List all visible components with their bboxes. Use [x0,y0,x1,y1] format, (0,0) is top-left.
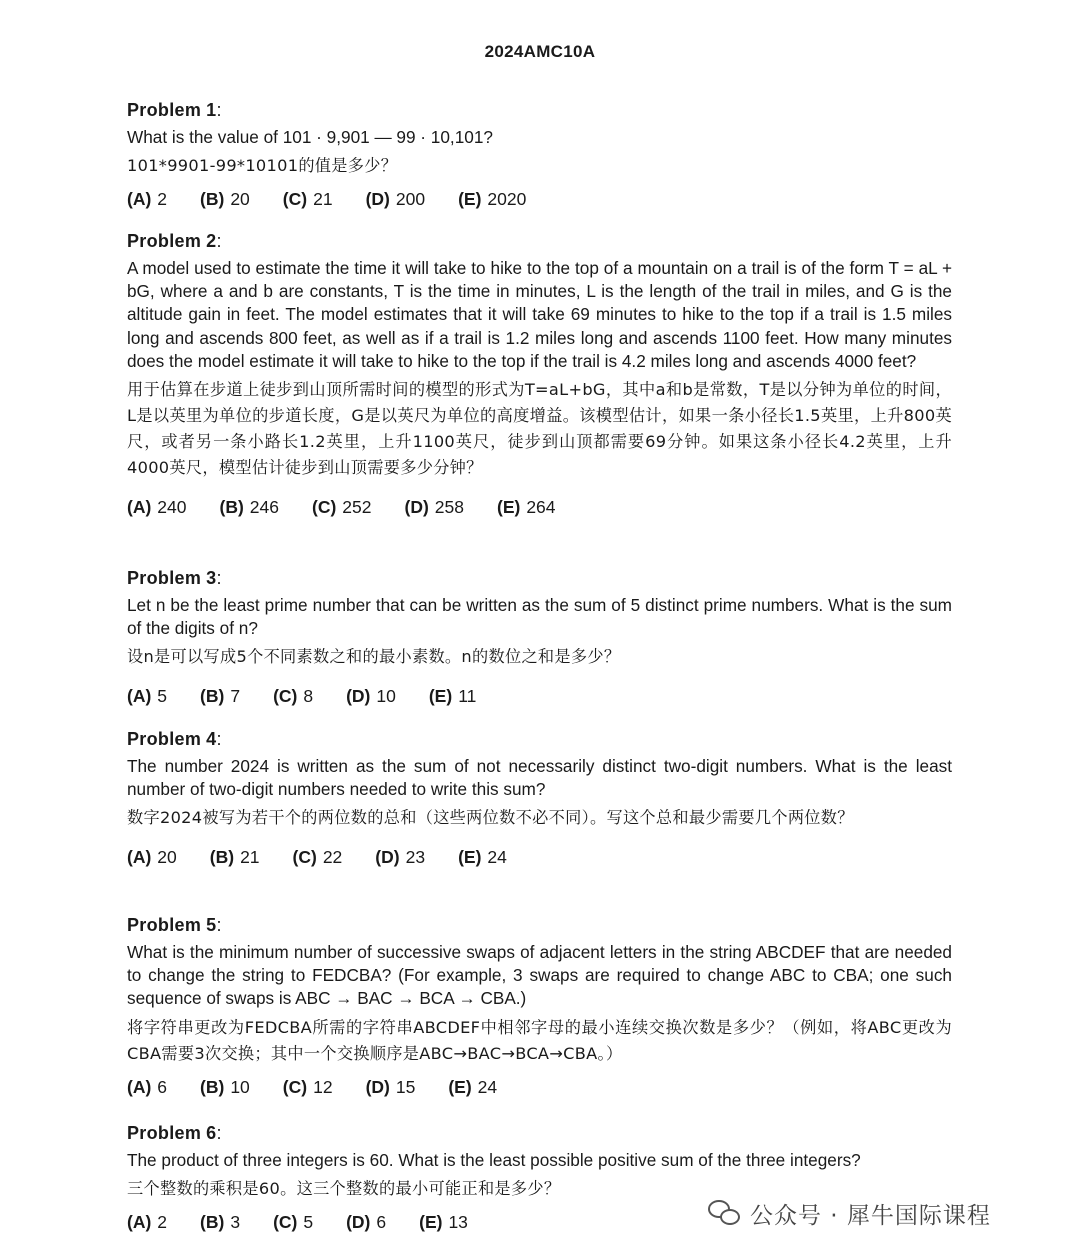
choice-a: (A) 20 [127,847,177,868]
choice-e: (E) 264 [497,497,556,518]
choice-c: (C) 21 [282,189,333,210]
choice-b: (B) 10 [200,1076,250,1097]
problem-text-en: What is the value of 101 · 9,901 — 99 · 10,101? [127,127,493,147]
choice-a: (A) 2 [127,1212,168,1233]
problem-title: Problem 2: [127,231,222,251]
problem-1 [127,98,952,211]
problem-4 [127,727,952,869]
answer-choices [127,684,952,708]
problem-2 [127,229,952,519]
answer-choices [127,495,952,519]
choice-d: (D) 6 [346,1212,387,1233]
document-title: 2024AMC10A [484,42,596,61]
problem-title: Problem 3: [127,568,222,588]
problem-title: Problem 6: [127,1123,222,1143]
problem-5 [127,913,952,1099]
choice-e: (E) 24 [448,1076,498,1097]
wechat-icon [708,1198,742,1228]
problem-title: Problem 5: [127,915,222,935]
problem-text-zh: 101*9901-99*10101的值是多少？ [127,156,398,176]
problem-text-zh: 三个整数的乘积是60。这三个整数的最小可能正和是多少？ [127,1179,561,1199]
choice-e: (E) 2020 [458,189,527,210]
problem-text-en: The product of three integers is 60. What is the least possible positive sum of the three integers? [127,1150,861,1170]
watermark-text: 公众号 · 犀牛国际课程 [750,1202,991,1229]
choice-d: (D) 15 [365,1076,416,1097]
choice-b: (B) 21 [209,847,260,868]
choice-e: (E) 11 [428,686,477,707]
choice-b: (B) 20 [200,189,250,210]
problem-title: Problem 1: [127,100,222,120]
problem-3 [127,566,952,708]
answer-choices [127,1075,952,1099]
choice-c: (C) 12 [282,1076,333,1097]
choice-c: (C) 252 [312,497,372,518]
choice-e: (E) 24 [458,847,507,868]
choice-c: (C) 5 [273,1212,314,1233]
problem-text-en: What is the minimum number of successive swaps of adjacent letters in the string ABCDEF that are needed to change the string to FEDCBA? (For example, 3 swaps are required to change ABC to CBA; one such sequence of swaps is ABC → BAC → BCA → CBA.) [127,942,952,1009]
choice-b: (B) 3 [200,1212,241,1233]
answer-choices [127,187,952,211]
problem-text-en: A model used to estimate the time it will take to hike to the top of a mountain on a trail is of the form T = aL + bG, where a and b are constants, T is the time in minutes, L is the length of the trail in miles, and G is the altitude gain in feet. The model estimates that it will take 69 minutes to hike to the top if a trail is 1.5 miles long and ascends 800 feet, as well as if a trail is 1.2 miles long and ascends 1100 feet. How many minutes does the model estimate it will take to hike to the top if the trail is 4.2 miles long and ascends 4000 feet? [127,258,952,371]
problem-text-en: The number 2024 is written as the sum of not necessarily distinct two-digit numbers. What is the least number of two-digit numbers needed to write this sum? [127,756,952,800]
choice-c: (C) 22 [292,847,343,868]
choice-a: (A) 5 [127,686,168,707]
problem-text-en: Let n be the least prime number that can be written as the sum of 5 distinct prime numbers. What is the sum of the digits of n? [127,595,952,639]
choice-a: (A) 6 [127,1076,168,1097]
choice-d: (D) 258 [404,497,464,518]
problem-text-zh: 将字符串更改为FEDCBA所需的字符串ABCDEF中相邻字母的最小连续交换次数是多少？（例如，将ABC更改为CBA需要3次交换；其中一个交换顺序是ABC→BAC→BCA→CBA。） [127,1017,952,1063]
answer-choices [127,845,952,869]
problem-title: Problem 4: [127,729,222,749]
watermark [708,1196,991,1230]
problem-text-zh: 用于估算在步道上徒步到山顶所需时间的模型的形式为T=aL+bG，其中a和b是常数，T是以分钟为单位的时间，L是以英里为单位的步道长度，G是以英尺为单位的高度增益。该模型估计，如果一条小径长1.5英里，上升800英尺，或者另一条小路长1.2英里，上升1100英尺，徒步到山顶都需要69分钟。如果这条小径长4.2英里，上升4000英尺，模型估计徒步到山顶需要多少分钟？ [127,380,952,478]
choice-a: (A) 2 [127,189,168,210]
choice-e: (E) 13 [419,1212,468,1233]
choice-d: (D) 23 [375,847,426,868]
choice-d: (D) 10 [346,686,396,707]
choice-a: (A) 240 [127,497,187,518]
problem-text-zh: 数字2024被写为若干个的两位数的总和（这些两位数不必不同）。写这个总和最少需要几个两位数？ [127,808,854,828]
choice-d: (D) 200 [365,189,426,210]
problem-text-zh: 设n是可以写成5个不同素数之和的最小素数。n的数位之和是多少？ [127,647,621,667]
choice-c: (C) 8 [273,686,314,707]
choice-b: (B) 7 [200,686,241,707]
choice-b: (B) 246 [219,497,279,518]
